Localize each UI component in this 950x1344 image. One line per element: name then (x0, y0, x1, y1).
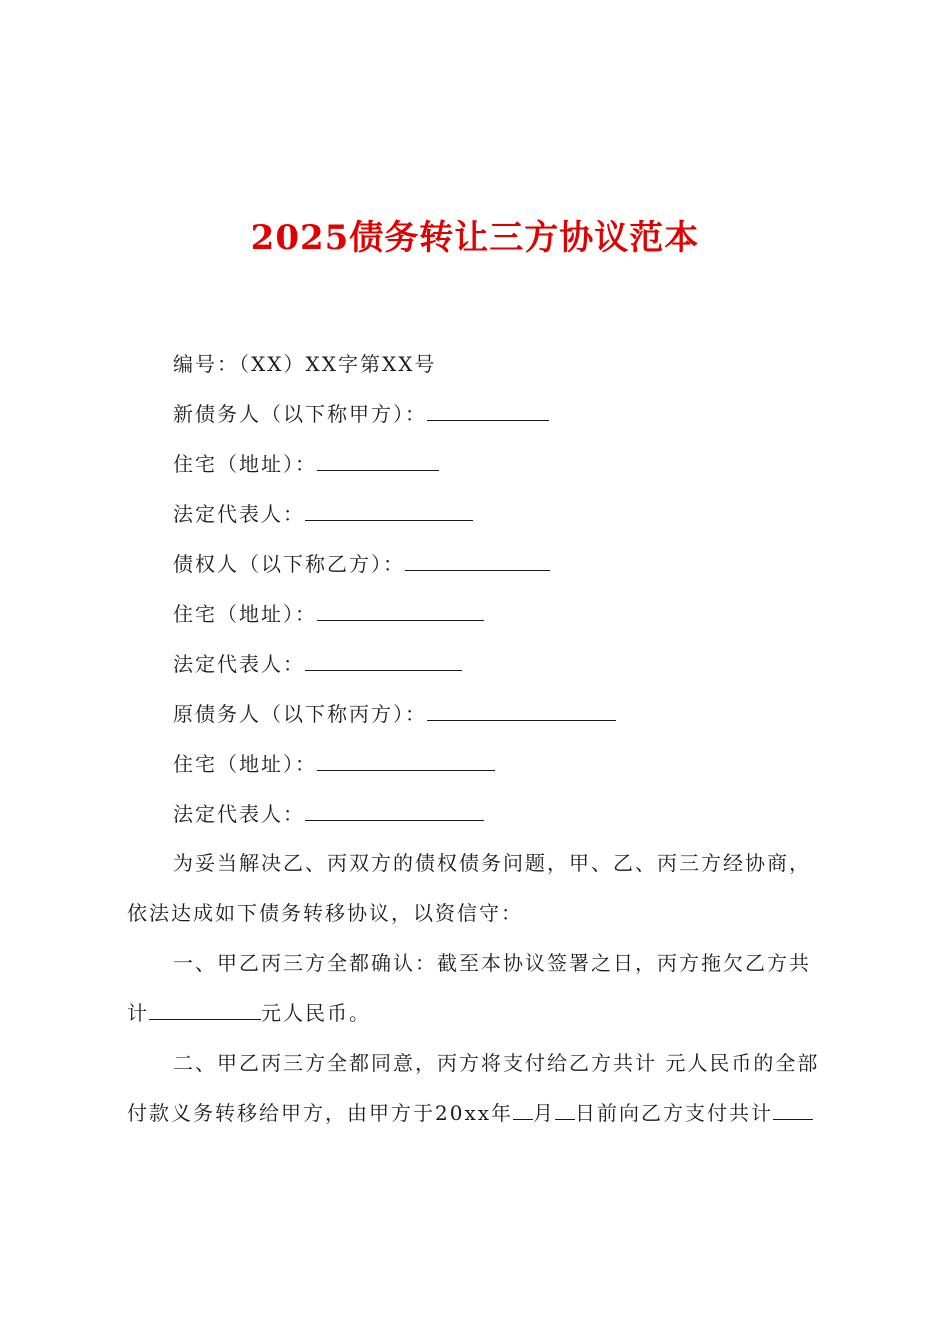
field-number (173, 350, 436, 378)
field-orig-debtor-label: 原债务人（以下称丙方）： (173, 702, 427, 726)
blank-line (317, 750, 495, 771)
field-creditor-rep (173, 650, 462, 678)
field-orig-debtor-address-label: 住宅（地址）： (173, 752, 317, 776)
clause-2-text: 二、甲乙丙三方全都同意，丙方将支付给乙方共计 元人民币的全部付款义务转移给甲方，由甲方于20xx年 (127, 1051, 820, 1125)
blank-line (405, 550, 550, 571)
document-title: 2025债务转让三方协议范本 (250, 218, 700, 258)
blank-line (305, 650, 462, 671)
paragraph-clause-2 (127, 1038, 832, 1138)
blank-line (149, 999, 261, 1020)
blank-line (317, 450, 439, 471)
field-creditor-rep-label: 法定代表人： (173, 652, 305, 676)
clause-1-text: 一、甲乙丙三方全都确认：截至本协议签署之日，丙方拖欠乙方共计 (127, 951, 811, 1025)
blank-line (555, 1099, 575, 1120)
field-new-debtor-rep (173, 500, 473, 528)
field-new-debtor (173, 400, 549, 428)
field-orig-debtor (173, 700, 616, 728)
blank-line (305, 500, 473, 521)
blank-line (317, 600, 484, 621)
clause-2-month: 月 (533, 1101, 556, 1125)
blank-line (427, 700, 616, 721)
paragraph-clause-1 (127, 938, 832, 1038)
field-creditor-address-label: 住宅（地址）： (173, 602, 317, 626)
field-new-debtor-address-label: 住宅（地址）： (173, 452, 317, 476)
field-creditor (173, 550, 550, 578)
field-orig-debtor-address (173, 750, 495, 778)
field-new-debtor-label: 新债务人（以下称甲方）： (173, 402, 427, 426)
clause-1-unit: 元人民币。 (261, 1001, 371, 1025)
blank-line (773, 1099, 813, 1120)
field-number-label: 编号：（XX）XX字第XX号 (173, 352, 437, 376)
blank-line (427, 400, 549, 421)
field-creditor-address (173, 600, 484, 628)
field-orig-debtor-rep-label: 法定代表人： (173, 802, 305, 826)
field-new-debtor-rep-label: 法定代表人： (173, 502, 305, 526)
field-creditor-label: 债权人（以下称乙方）： (173, 552, 405, 576)
clause-2-day: 日前向乙方支付共计 (575, 1101, 774, 1125)
field-orig-debtor-rep (173, 800, 484, 828)
blank-line (305, 800, 484, 821)
field-new-debtor-address (173, 450, 439, 478)
paragraph-intro: 为妥当解决乙、丙双方的债权债务问题，甲、乙、丙三方经协商，依法达成如下债务转移协议，以资信守： (127, 851, 811, 925)
blank-line (513, 1099, 533, 1120)
